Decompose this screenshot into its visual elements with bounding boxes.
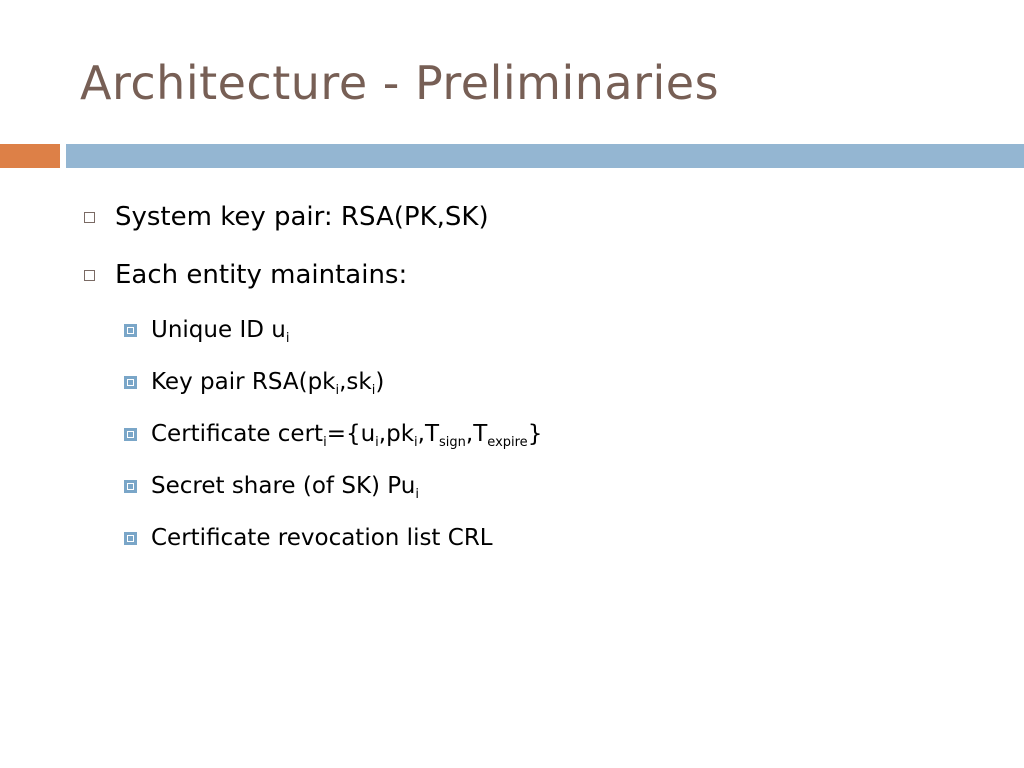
filled-square-bullet-icon [124,480,137,493]
bullet-text: System key pair: RSA(PK,SK) [115,202,489,232]
hollow-square-bullet-icon [84,212,95,223]
subscript: i [335,383,340,398]
filled-square-bullet-icon [124,376,137,389]
subscript: i [414,435,418,450]
sub-bullet-item [84,408,984,460]
sub-bullet-text [151,369,385,398]
text-run: ,sk [339,369,372,395]
text-run: Certificate cert [151,421,324,447]
sub-bullet-text [151,473,419,502]
bullet-item [84,188,984,246]
sub-bullet-item [84,460,984,512]
hollow-square-bullet-icon [84,270,95,281]
subscript: i [375,435,379,450]
text-run: Secret share (of SK) Pu [151,473,416,499]
text-run: ={u [326,421,376,447]
bullet-text: Each entity maintains: [115,260,408,290]
subscript: i [371,383,376,398]
sub-bullet-list [84,304,984,564]
title-underline-bar [66,144,1024,168]
text-run: Key pair RSA(pk [151,369,336,395]
sub-bullet-item [84,304,984,356]
bullet-item [84,246,984,304]
filled-square-bullet-icon [124,324,137,337]
filled-square-bullet-icon [124,532,137,545]
text-run: Certificate revocation list CRL [151,525,493,551]
subscript: i [415,487,419,502]
sub-bullet-item [84,512,984,564]
filled-square-bullet-icon [124,428,137,441]
text-run: ,T [417,421,440,447]
accent-bar [0,144,60,168]
text-run: } [527,421,543,447]
text-run: Unique ID u [151,317,286,343]
text-run: ,pk [378,421,415,447]
subscript: expire [487,435,528,450]
text-run: ) [375,369,385,395]
sub-bullet-text [151,317,290,346]
subscript: i [285,331,290,346]
slide-title: Architecture - Preliminaries [80,56,720,110]
sub-bullet-text [151,421,543,450]
subscript: sign [439,435,466,450]
sub-bullet-item [84,356,984,408]
sub-bullet-text [151,525,493,551]
bullet-list [84,188,984,564]
text-run: ,T [465,421,488,447]
subscript: i [323,435,327,450]
